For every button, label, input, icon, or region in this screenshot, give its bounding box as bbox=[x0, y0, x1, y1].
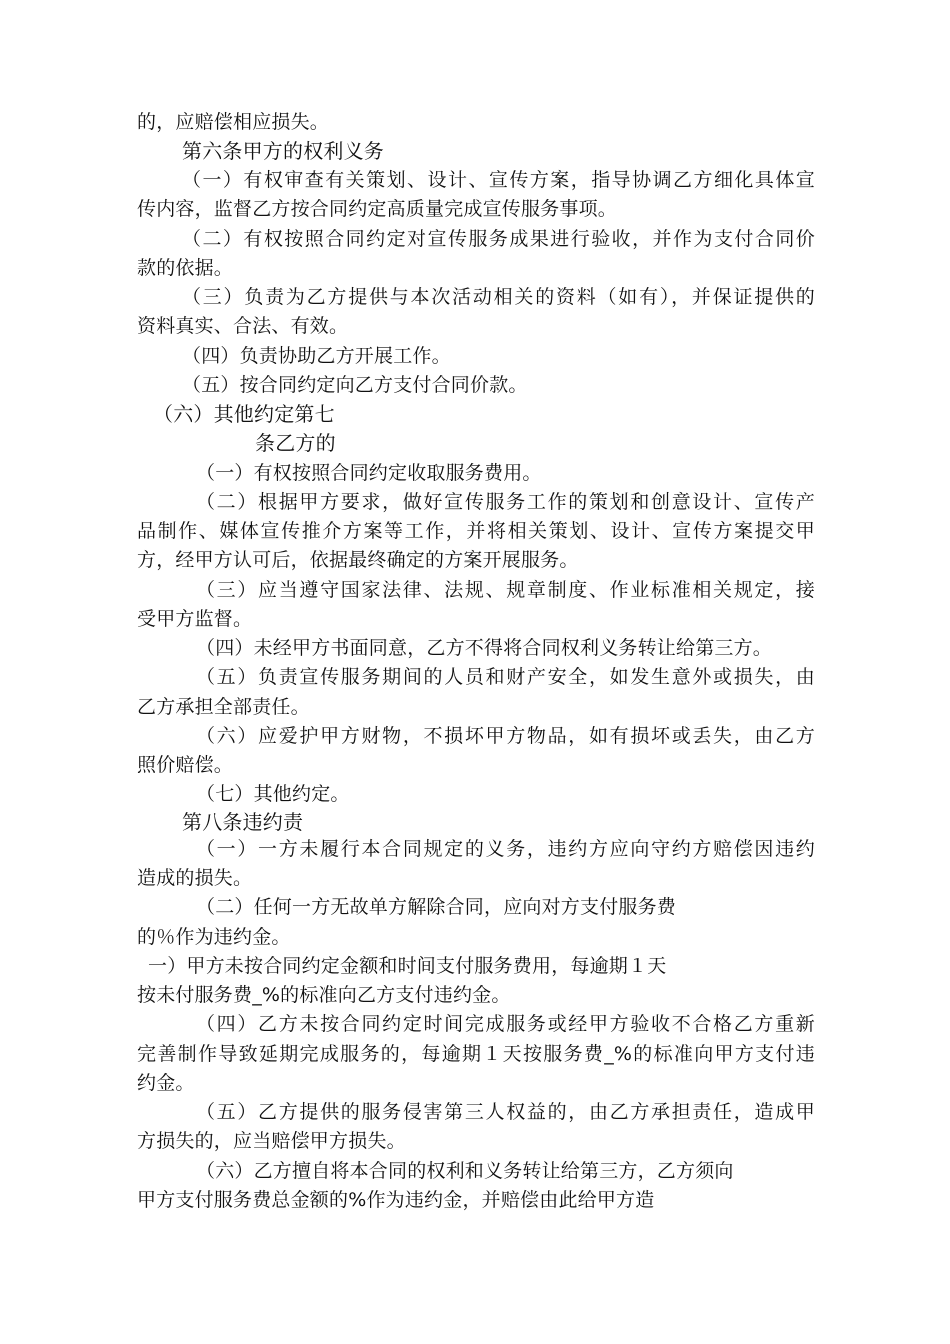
text-line: 资料真实、合法、有效。 bbox=[137, 315, 349, 337]
text-line: （七）其他约定。 bbox=[196, 783, 350, 805]
text-line: 完善制作导致延期完成服务的，每逾期１天按服务费_%的标准向甲方支付违 bbox=[137, 1043, 815, 1065]
article-heading: 第八条违约责 bbox=[182, 810, 304, 834]
text-line: 甲方支付服务费总金额的%作为违约金，并赔偿由此给甲方造 bbox=[137, 1189, 655, 1211]
text-line: 的，应赔偿相应损失。 bbox=[137, 111, 330, 133]
text-line: （六）乙方擅自将本合同的权利和义务转让给第三方，乙方须向 bbox=[196, 1160, 734, 1182]
text-line: （二）任何一方无故单方解除合同，应向对方支付服务费 bbox=[196, 896, 677, 918]
text-line: 乙方承担全部责任。 bbox=[137, 696, 310, 718]
text-line: （四）乙方未按合同约定时间完成服务或经甲方验收不合格乙方重新 bbox=[196, 1013, 815, 1035]
text-line: 的％作为违约金。 bbox=[137, 926, 291, 948]
text-line: （二）根据甲方要求，做好宣传服务工作的策划和创意设计、宣传产 bbox=[196, 491, 815, 513]
text-line: （三）负责为乙方提供与本次活动相关的资料（如有），并保证提供的 bbox=[182, 286, 815, 308]
text-line: 方损失的，应当赔偿甲方损失。 bbox=[137, 1130, 406, 1152]
text-line: 一）甲方未按合同约定金额和时间支付服务费用，每逾期１天 bbox=[148, 955, 667, 977]
text-line: （六）应爱护甲方财物，不损坏甲方物品，如有损坏或丢失，由乙方 bbox=[196, 725, 815, 747]
text-line: （五）负责宣传服务期间的人员和财产安全，如发生意外或损失，由 bbox=[196, 666, 815, 688]
text-line: 受甲方监督。 bbox=[137, 608, 253, 630]
text-line: 方，经甲方认可后，依据最终确定的方案开展服务。 bbox=[137, 549, 579, 571]
text-line: 照价赔偿。 bbox=[137, 754, 234, 776]
text-line: （四）未经甲方书面同意，乙方不得将合同权利义务转让给第三方。 bbox=[196, 637, 773, 659]
text-line: 约金。 bbox=[137, 1072, 195, 1094]
article-heading: 条乙方的 bbox=[255, 431, 336, 455]
text-line: （一）一方未履行本合同规定的义务，违约方应向守约方赔偿因违约 bbox=[196, 838, 815, 860]
text-line: 款的依据。 bbox=[137, 257, 234, 279]
text-line: （五）按合同约定向乙方支付合同价款。 bbox=[182, 374, 528, 396]
text-line: 品制作、媒体宣传推介方案等工作，并将相关策划、设计、宣传方案提交甲 bbox=[137, 520, 815, 542]
text-line: （三）应当遵守国家法律、法规、规章制度、作业标准相关规定，接 bbox=[196, 579, 815, 601]
text-line: 按未付服务费_%的标准向乙方支付违约金。 bbox=[137, 984, 511, 1006]
text-line: （六）其他约定第七 bbox=[153, 402, 335, 426]
text-line: （四）负责协助乙方开展工作。 bbox=[182, 345, 451, 367]
article-heading: 第六条甲方的权利义务 bbox=[182, 139, 384, 163]
text-line: （一）有权审查有关策划、设计、宣传方案，指导协调乙方细化具体宣 bbox=[182, 169, 815, 191]
text-line: 造成的损失。 bbox=[137, 867, 253, 889]
text-line: 传内容，监督乙方按合同约定高质量完成宣传服务事项。 bbox=[137, 198, 618, 220]
text-line: （五）乙方提供的服务侵害第三人权益的，由乙方承担责任，造成甲 bbox=[196, 1101, 815, 1123]
text-line: （二）有权按照合同约定对宣传服务成果进行验收，并作为支付合同价 bbox=[182, 228, 815, 250]
text-line: （一）有权按照合同约定收取服务费用。 bbox=[196, 462, 542, 484]
